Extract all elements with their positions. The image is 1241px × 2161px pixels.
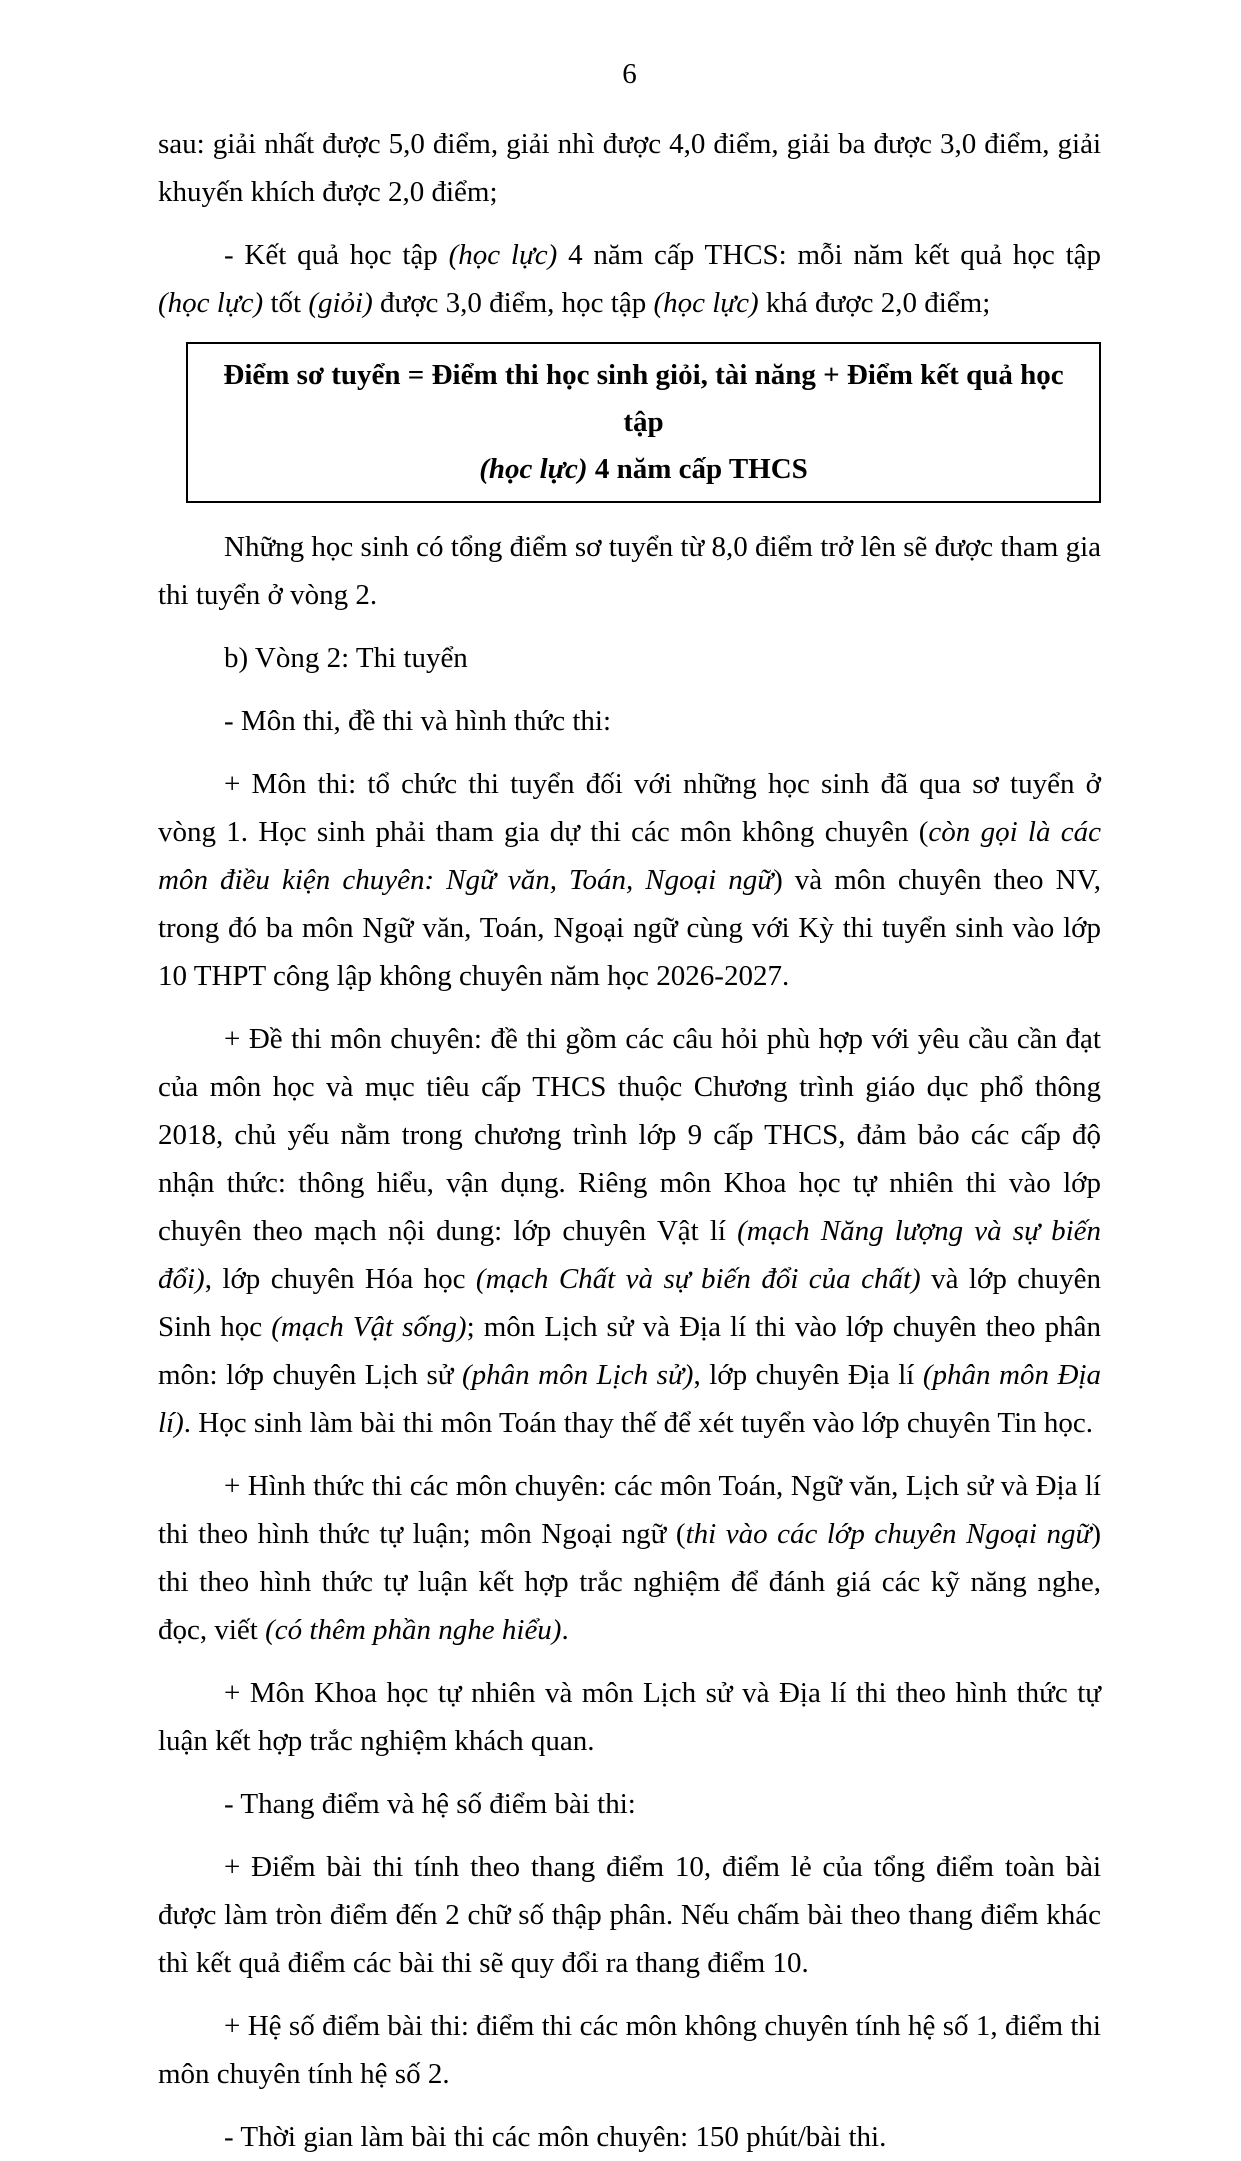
page-number: 6 <box>622 58 637 90</box>
text-run: . <box>561 1614 569 1646</box>
paragraph-hinh-thuc-thi <box>158 1462 1101 1654</box>
text-run: ) và môn chuyên theo NV, trong đó ba môn Ngữ văn, Toán, Ngoại ngữ cùng với Kỳ thi tuyển sinh vào lớp 10 THPT công lập không chuyên năm học 2026-2027. <box>158 864 1101 992</box>
text-run: (phân môn Địa lí) <box>158 1359 1102 1439</box>
text-run: thi vào các lớp chuyên Ngoại ngữ <box>685 1518 1092 1550</box>
text-run: (phân môn Lịch sử) <box>461 1359 694 1391</box>
text-run: khá được 2,0 điểm; <box>758 287 991 319</box>
formula-line-1 <box>202 352 1085 446</box>
text-run: ) thi theo hình thức tự luận kết hợp trắc nghiệm để đánh giá các kỹ năng nghe, đọc, viết <box>158 1518 1101 1646</box>
paragraph-ket-qua-hoc-tap <box>158 231 1101 327</box>
text-run: (học lực) <box>448 239 558 271</box>
text-run: + Đề thi môn chuyên: đề thi gồm các câu hỏi phù hợp với yêu cầu cần đạt của môn học và mục tiêu cấp THCS thuộc Chương trình giáo dục phổ thông 2018, chủ yếu nằm trong chương trình lớp 9 cấp THCS, đảm bảo các cấp độ nhận thức: thông hiểu, vận dụng. Riêng môn Khoa học tự nhiên thi vào lớp chuyên theo mạch nội dung: lớp chuyên Vật lí <box>158 1023 1101 1247</box>
text-run: b) Vòng 2: Thi tuyển <box>224 642 468 674</box>
paragraph-nguong-so-tuyen <box>158 523 1101 619</box>
text-run: và lớp chuyên Sinh học <box>158 1263 1101 1343</box>
paragraph-de-thi-mon-chuyen <box>158 1015 1101 1447</box>
text-run: + Môn thi: tổ chức thi tuyển đối với những học sinh đã qua sơ tuyển ở vòng 1. Học sinh phải tham gia dự thi các môn không chuyên ( <box>158 768 1101 848</box>
selection-score-formula-box <box>186 342 1101 503</box>
text-run: tốt <box>263 287 309 319</box>
text-run: (học lực) <box>158 287 264 319</box>
text-run: 4 năm cấp THCS: mỗi năm kết quả học tập <box>557 239 1102 271</box>
text-run: còn gọi là các môn điều kiện chuyên: Ngữ văn, Toán, Ngoại ngữ <box>158 816 1101 896</box>
paragraph-he-so-diem <box>158 2002 1101 2098</box>
text-run: (mạch Chất và sự biến đổi của chất) <box>475 1263 921 1295</box>
text-run: (có thêm phần nghe hiểu) <box>265 1614 562 1646</box>
text-run: 4 năm cấp THCS <box>587 453 808 485</box>
text-run: ; môn Lịch sử và Địa lí thi vào lớp chuyên theo phân môn: lớp chuyên Lịch sử <box>158 1311 1102 1391</box>
text-run: sau: giải nhất được 5,0 điểm, giải nhì được 4,0 điểm, giải ba được 3,0 điểm, giải khuyến khích được 2,0 điểm; <box>158 128 1101 208</box>
text-run: được 3,0 điểm, học tập <box>372 287 654 319</box>
text-run: (học lực) <box>653 287 759 319</box>
text-run: Những học sinh có tổng điểm sơ tuyển từ 8,0 điểm trở lên sẽ được tham gia thi tuyển ở vòng 2. <box>158 531 1101 611</box>
paragraph-thang-diem-heading <box>158 1780 1101 1828</box>
text-run: + Hình thức thi các môn chuyên: các môn Toán, Ngữ văn, Lịch sử và Địa lí thi theo hình thức tự luận; môn Ngoại ngữ ( <box>158 1470 1101 1550</box>
text-run: - Thang điểm và hệ số điểm bài thi: <box>224 1788 636 1820</box>
text-run: + Hệ số điểm bài thi: điểm thi các môn không chuyên tính hệ số 1, điểm thi môn chuyên tính hệ số 2. <box>158 2010 1101 2090</box>
text-run: (mạch Vật sống) <box>271 1311 467 1343</box>
text-run: (học lực) <box>479 453 588 485</box>
paragraph-continuation <box>158 120 1101 216</box>
paragraph-khtn-lich-su-dia-li <box>158 1669 1101 1765</box>
text-run: - Kết quả học tập <box>224 239 449 271</box>
text-run: - Thời gian làm bài thi các môn chuyên: 150 phút/bài thi. <box>224 2121 887 2153</box>
paragraph-mon-thi-heading <box>158 697 1101 745</box>
text-run: (giỏi) <box>308 287 373 319</box>
paragraph-vong-2-heading <box>158 634 1101 682</box>
text-run: + Điểm bài thi tính theo thang điểm 10, điểm lẻ của tổng điểm toàn bài được làm tròn điểm đến 2 chữ số thập phân. Nếu chấm bài theo thang điểm khác thì kết quả điểm các bài thi sẽ quy đổi ra thang điểm 10. <box>158 1851 1101 1979</box>
paragraph-diem-bai-thi <box>158 1843 1101 1987</box>
paragraph-thoi-gian-lam-bai <box>158 2113 1101 2161</box>
text-run: . Học sinh làm bài thi môn Toán thay thế để xét tuyển vào lớp chuyên Tin học. <box>183 1407 1094 1439</box>
paragraph-mon-thi <box>158 760 1101 1000</box>
text-run: , lớp chuyên Hóa học <box>204 1263 476 1295</box>
text-run: Điểm sơ tuyển = Điểm thi học sinh giỏi, tài năng + Điểm kết quả học tập <box>223 359 1064 438</box>
text-run: , lớp chuyên Địa lí <box>693 1359 923 1391</box>
text-run: - Môn thi, đề thi và hình thức thi: <box>224 705 612 737</box>
text-run: + Môn Khoa học tự nhiên và môn Lịch sử và Địa lí thi theo hình thức tự luận kết hợp trắc nghiệm khách quan. <box>158 1677 1101 1757</box>
text-run: (mạch Năng lượng và sự biến đổi) <box>158 1215 1101 1295</box>
formula-line-2 <box>202 446 1085 493</box>
